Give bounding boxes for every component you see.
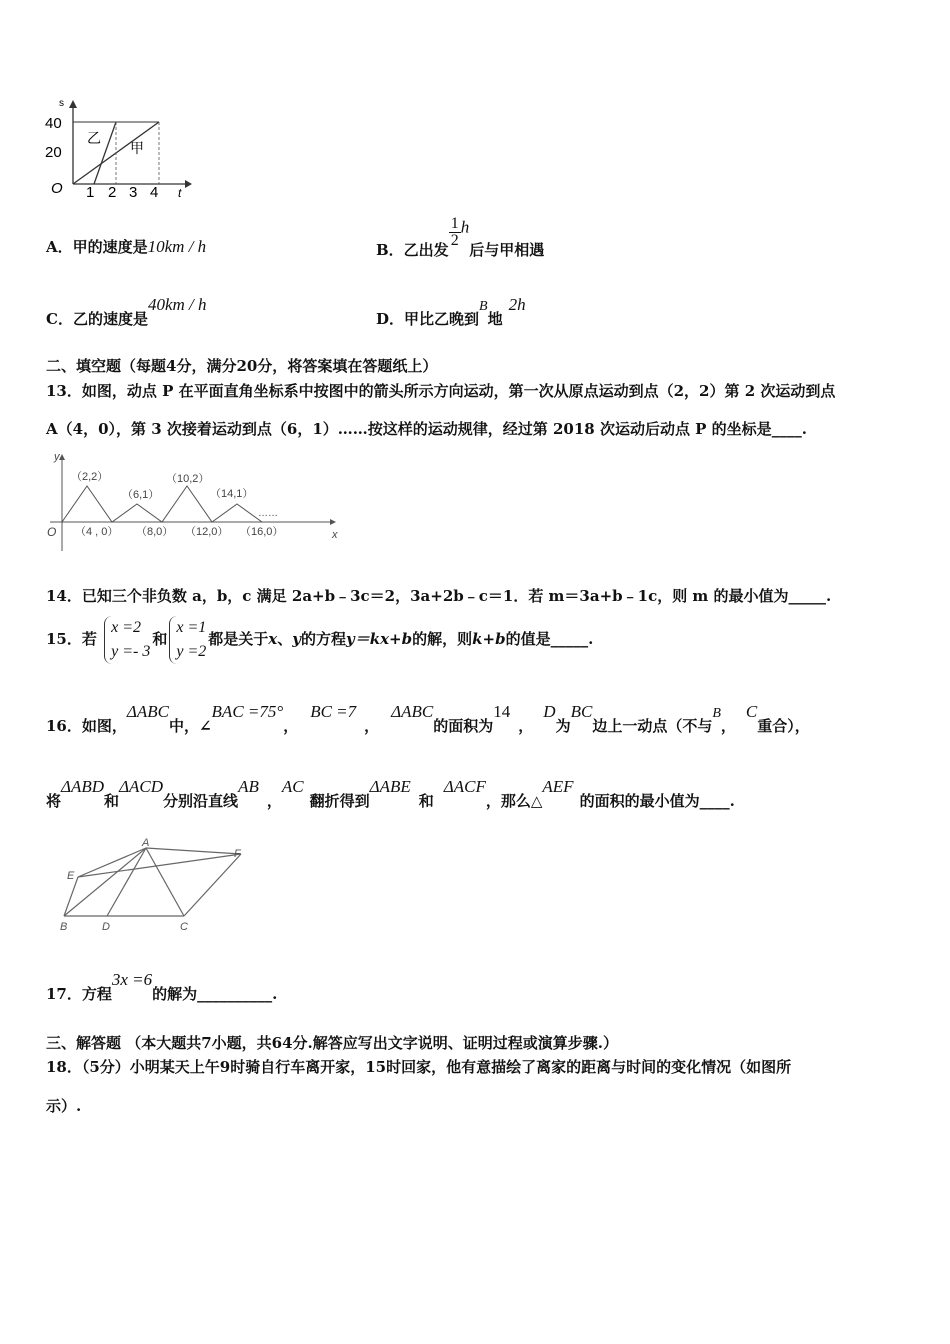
ytick-20: 20 [45, 144, 62, 161]
origin-label: O [51, 180, 63, 197]
xtick-4: 4 [150, 184, 159, 201]
q14: 14．已知三个非负数 a，b，c 满足 2a+b﹣3c＝2，3a+2b﹣c＝1．若 m＝3a+b﹣1c，则 m 的最小值为_____. [46, 587, 832, 605]
svg-text:y: y [54, 451, 60, 463]
svg-text:（14,1）: （14,1） [210, 488, 254, 500]
svg-text:E: E [67, 870, 75, 882]
xtick-1: 1 [86, 184, 95, 201]
label-jia: 甲 [130, 140, 144, 156]
svg-text:（12,0）: （12,0） [185, 526, 229, 538]
svg-text:O: O [47, 525, 57, 539]
svg-text:（10,2）: （10,2） [166, 473, 210, 485]
option-a-math: 10km / h [147, 237, 207, 256]
option-a: A．甲的速度是10km / h [46, 237, 207, 256]
ytick-40: 40 [45, 115, 62, 132]
svg-text:（8,0）: （8,0） [136, 526, 174, 538]
option-c-math: 40km / h [147, 295, 207, 314]
distance-time-graph [40, 96, 200, 204]
section-2-heading: 二、填空题（每题4分，满分20分，将答案填在答题纸上） [46, 357, 438, 375]
q13-line1: 13．如图，动点 P 在平面直角坐标系中按图中的箭头所示方向运动，第一次从原点运动到点（2，2）第 2 次运动到点 [46, 382, 836, 400]
triangle-figure [50, 834, 260, 938]
option-b: B．乙出发 $\frac{1}{2}$ h后与甲相遇 [376, 215, 545, 259]
q16-line2: 将ΔABD和ΔACD分别沿直线AB，AC翻折得到ΔABE和ΔACF，那么△AEF的面积的最小值为____. [46, 777, 735, 810]
q15: 15．若 x =2 y =- 3 和 x =1 y =2 都是关于x、y的方程y＝kx+b的解，则k+b的值是_____. [46, 616, 593, 664]
q16-line1: 16．如图，ΔABC中，∠BAC =75°，BC =7，ΔABC的面积为14，D为BC边上一动点（不与B，C重合）， [46, 702, 810, 735]
s-label: s [59, 98, 64, 109]
xtick-2: 2 [108, 184, 117, 201]
svg-text:（4 , 0）: （4 , 0） [75, 526, 119, 538]
fraction-half: $\frac{1}{2}$ [450, 215, 459, 249]
section-3-heading: 三、解答题 （本大题共7小题，共64分.解答应写出文字说明、证明过程或演算步骤.） [46, 1034, 618, 1052]
option-c: C．乙的速度是40km / h [46, 295, 207, 328]
svg-text:B: B [60, 921, 68, 933]
svg-text:x: x [332, 529, 338, 541]
q17: 17．方程3x =6的解为__________. [46, 970, 278, 1003]
svg-text:F: F [234, 848, 241, 860]
xtick-3: 3 [129, 184, 138, 201]
x-axis-arrow [185, 180, 192, 188]
svg-text:……: …… [258, 508, 278, 519]
svg-text:C: C [180, 921, 188, 933]
svg-text:A: A [142, 837, 150, 849]
svg-text:（6,1）: （6,1） [122, 489, 160, 501]
svg-text:（2,2）: （2,2） [71, 471, 109, 483]
q17-equation: 3x =6 [111, 970, 153, 989]
q18-line2: 示）. [46, 1097, 82, 1115]
option-d: D．甲比乙晚到B地2h [376, 295, 526, 328]
zigzag-graph [40, 446, 350, 554]
y-axis-arrow [69, 100, 77, 108]
system-1: x =2 y =- 3 [104, 616, 150, 664]
svg-text:D: D [102, 921, 110, 933]
t-label: t [178, 186, 182, 200]
q18-line1: 18．（5分）小明某天上午9时骑自行车离开家，15时回家，他有意描绘了离家的距离与时间的变化情况（如图所 [46, 1058, 792, 1076]
q13-line2: A（4，0），第 3 次接着运动到点（6，1）……按这样的运动规律，经过第 2018 次运动后动点 P 的坐标是____. [46, 420, 807, 438]
label-yi: 乙 [87, 130, 101, 146]
system-2: x =1 y =2 [169, 616, 206, 664]
svg-text:（16,0）: （16,0） [240, 526, 284, 538]
